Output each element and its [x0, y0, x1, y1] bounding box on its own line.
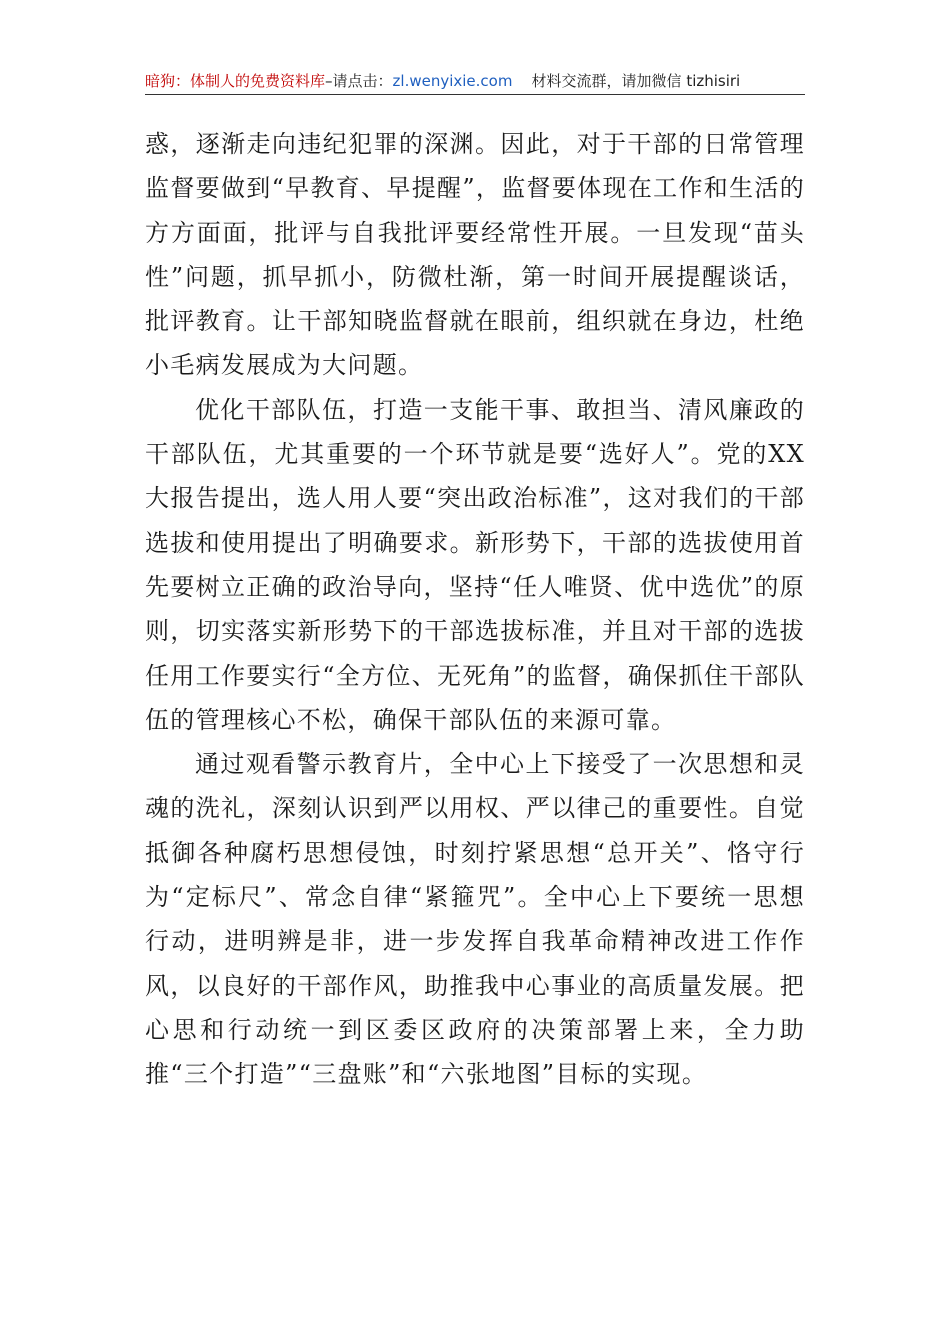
- header-contact: 材料交流群，请加微信 tizhisiri: [531, 72, 741, 90]
- paragraph-1: 惑，逐渐走向违纪犯罪的深渊。因此，对于干部的日常管理监督要做到“早教育、早提醒”，监督要体现在工作和生活的方方面面，批评与自我批评要经常性开展。一旦发现“苗头性”问题，抓早抓小，防微杜渐，第一时间开展提醒谈话，批评教育。让干部知晓监督就在眼前，组织就在身边，杜绝小毛病发展成为大问题。: [145, 130, 805, 380]
- header-click-prompt: –请点击：: [325, 72, 393, 90]
- header-promo: 暗狗：体制人的免费资料库: [145, 72, 326, 90]
- page-header: [145, 70, 805, 95]
- paragraph-2: 优化干部队伍，打造一支能干事、敢担当、清风廉政的干部队伍，尤其重要的一个环节就是要“选好人”。党的XX大报告提出，选人用人要“突出政治标准”，这对我们的干部选拔和使用提出了明确要求。新形势下，干部的选拔使用首先要树立正确的政治导向，坚持“任人唯贤、优中选优”的原则，切实落实新形势下的干部选拔标准，并且对干部的选拔任用工作要实行“全方位、无死角”的监督，确保抓住干部队伍的管理核心不松，确保干部队伍的来源可靠。: [145, 395, 805, 734]
- document-body: [145, 122, 805, 1097]
- paragraph-3: 通过观看警示教育片，全中心上下接受了一次思想和灵魂的洗礼，深刻认识到严以用权、严以律己的重要性。自觉抵御各种腐朽思想侵蚀，时刻拧紧思想“总开关”、恪守行为“定标尺”、常念自律“紧箍咒”。全中心上下要统一思想行动，进明辨是非，进一步发挥自我革命精神改进工作作风，以良好的干部作风，助推我中心事业的高质量发展。把心思和行动统一到区委区政府的决策部署上来，全力助推“三个打造”“三盘账”和“六张地图”目标的实现。: [145, 750, 805, 1089]
- header-link[interactable]: zl.wenyixie.com: [392, 72, 513, 90]
